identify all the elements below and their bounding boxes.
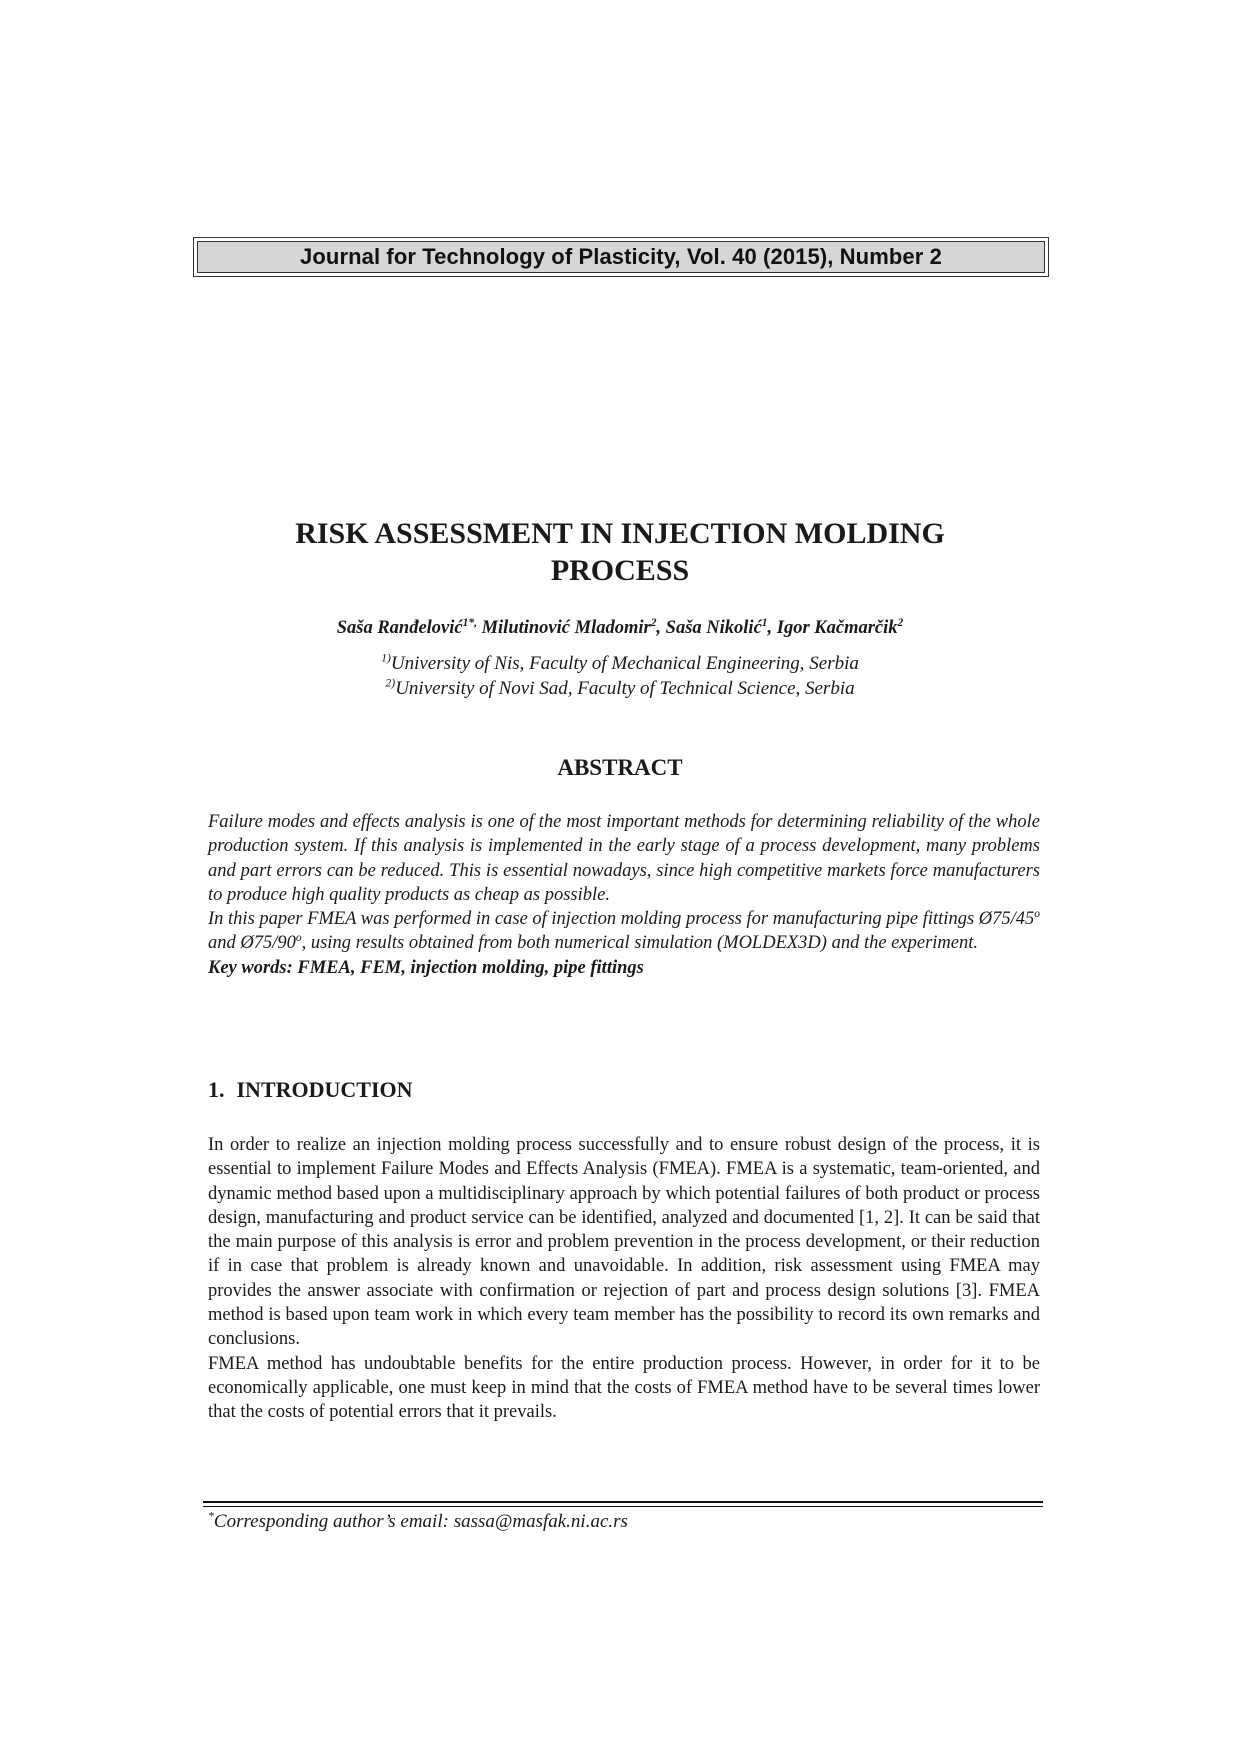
corresponding-author-footnote <box>208 1510 628 1534</box>
author-separator: , <box>656 618 666 638</box>
affiliation-mark: 1) <box>381 651 391 665</box>
affiliation-text: University of Novi Sad, Faculty of Technical Science, Serbia <box>395 678 855 699</box>
footnote-mark: * <box>208 1509 214 1523</box>
author-name: Igor Kačmarčik <box>776 618 898 638</box>
abstract-paragraph <box>208 907 1040 956</box>
author-name: Saša Nikolić <box>665 618 762 638</box>
abstract-paragraph: Failure modes and effects analysis is one of the most important methods for determining reliability of the whole production system. If this analysis is implemented in the early stage of a process development, many problems and part errors can be reduced. This is essential nowadays, since high competitive markets force manufacturers to produce high quality products as cheap as possible. <box>208 812 1040 905</box>
abstract-text-segment: , using results obtained from both numerical simulation (MOLDEX3D) and the experiment. <box>301 933 978 954</box>
journal-header-box <box>193 237 1049 277</box>
abstract-text-segment: and Ø75/90 <box>208 933 296 954</box>
abstract-body <box>208 810 1040 980</box>
author-mark: 1*, <box>462 616 477 629</box>
footnote-text: Corresponding author’s email: sassa@masfak.ni.ac.rs <box>213 1511 628 1532</box>
affiliation-list <box>200 651 1040 701</box>
section-heading-introduction <box>208 1077 413 1103</box>
abstract-heading: ABSTRACT <box>557 755 683 780</box>
author-mark: 1 <box>761 616 768 629</box>
journal-header-inner <box>197 241 1045 273</box>
degree-mark: o <box>1034 908 1041 921</box>
introduction-body <box>208 1133 1040 1425</box>
footnote-divider <box>203 1501 1043 1503</box>
keywords: Key words: FMEA, FEM, injection molding, pipe fittings <box>208 957 644 978</box>
abstract-text-segment: In this paper FMEA was performed in case of injection molding process for manufacturing pipe fittings Ø75/45 <box>208 909 1035 930</box>
author-list <box>200 616 1040 640</box>
section-number: 1. <box>208 1077 225 1102</box>
affiliation-mark: 2) <box>385 676 396 690</box>
body-paragraph: In order to realize an injection molding process successfully and to ensure robust design of the process, it is essential to implement Failure Modes and Effects Analysis (FMEA). FMEA is a systematic, team-oriented, and dynamic method based upon a multidisciplinary approach by which potential failures of both product or process design, manufacturing and product service can be identified, analyzed and documented [1, 2]. It can be said that the main purpose of this analysis is error and problem prevention in the process development, or their reduction if in case that problem is already known and unavoidable. In addition, risk assessment using FMEA may provides the answer associate with confirmation or rejection of part and process design solutions [3]. FMEA method is based upon team work in which every team member has the possibility to record its own remarks and conclusions. <box>208 1135 1040 1350</box>
paper-title-line-2: PROCESS <box>550 554 690 587</box>
author-mark: 2 <box>897 616 904 629</box>
author-mark: 2 <box>650 616 657 629</box>
affiliation-item <box>200 651 1040 676</box>
author-name: Milutinović Mladomir <box>481 618 651 638</box>
section-title: INTRODUCTION <box>236 1077 413 1102</box>
affiliation-item <box>200 676 1040 701</box>
footnote-divider-thin <box>203 1506 1043 1507</box>
degree-mark: o <box>295 932 302 945</box>
body-paragraph: FMEA method has undoubtable benefits for the entire production process. However, in order for it to be economically applicable, one must keep in mind that the costs of FMEA method have to be several times lower that the costs of potential errors that it prevails. <box>208 1353 1040 1423</box>
paper-title-line-1: RISK ASSESSMENT IN INJECTION MOLDING <box>295 517 945 550</box>
journal-header: Journal for Technology of Plasticity, Vol. 40 (2015), Number 2 <box>300 244 942 269</box>
affiliation-text: University of Nis, Faculty of Mechanical Engineering, Serbia <box>390 653 859 674</box>
author-separator: , <box>767 618 777 638</box>
paper-title <box>200 515 1040 589</box>
author-name: Saša Ranđelović <box>336 618 463 638</box>
